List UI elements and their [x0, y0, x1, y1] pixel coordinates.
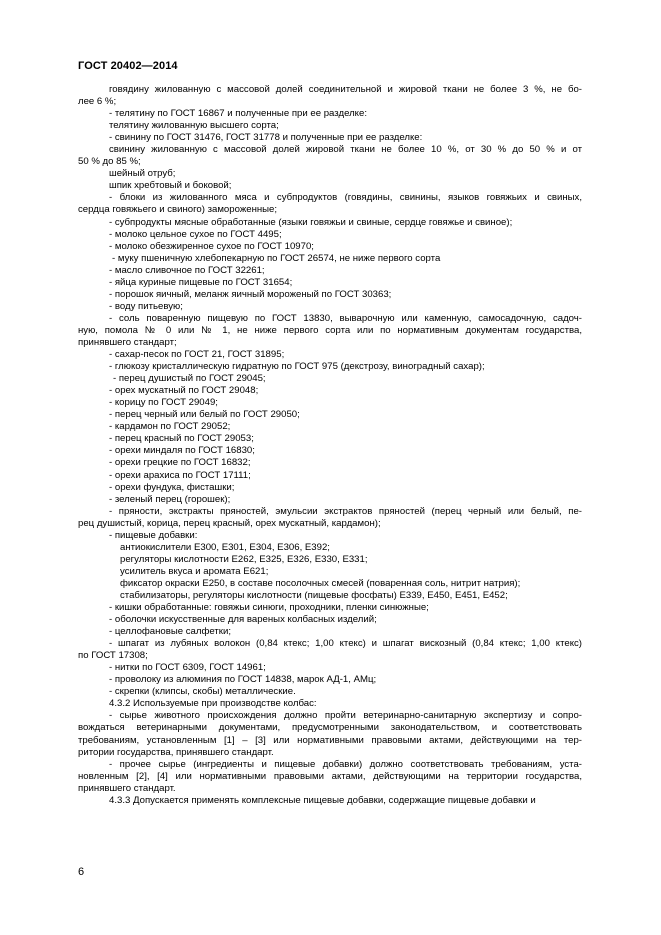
- text-line: - орех мускатный по ГОСТ 29048;: [109, 385, 259, 397]
- text-line: - блоки из жилованного мяса и субпродуктов (говядины, свинины, языков говяжьих и свиных,: [109, 192, 582, 204]
- document-body: [78, 84, 582, 807]
- text-line: - целлофановые салфетки;: [109, 626, 232, 638]
- text-line: вождаться ветеринарными документами, предусмотренными законодательством, и соответствовать: [78, 722, 582, 734]
- text-line: - проволоку из алюминия по ГОСТ 14838, марок АД-1, АМц;: [109, 674, 377, 686]
- text-line: телятину жилованную высшего сорта;: [109, 120, 279, 132]
- text-line: принявшего стандарт.: [78, 782, 176, 794]
- text-line: принявшего стандарт;: [78, 336, 177, 348]
- text-line: требованиям, установленным [1] – [3] или нормативными правовыми актами, действующими на тер-: [78, 734, 582, 746]
- text-line: стабилизаторы, регуляторы кислотности (пищевые фосфаты) Е339, Е450, Е451, Е452;: [120, 589, 508, 601]
- text-line: - скрепки (клипсы, скобы) металлические.: [109, 686, 296, 698]
- text-line: - орехи фундука, фисташки;: [109, 481, 235, 493]
- page-number: 6: [78, 866, 85, 878]
- text-line: - орехи грецкие по ГОСТ 16832;: [109, 457, 251, 469]
- text-line: - глюкозу кристаллическую гидратную по ГОСТ 975 (декстрозу, виноградный сахар);: [109, 361, 485, 373]
- text-line: 4.3.2 Используемые при производстве колбас:: [109, 698, 317, 710]
- text-line: - сахар-песок по ГОСТ 21, ГОСТ 31895;: [109, 349, 285, 361]
- text-line: - перец черный или белый по ГОСТ 29050;: [109, 409, 300, 421]
- text-line: - молоко обезжиренное сухое по ГОСТ 10970;: [109, 240, 314, 252]
- text-line: - кардамон по ГОСТ 29052;: [109, 421, 231, 433]
- text-line: - сырье животного происхождения должно пройти ветеринарно-санитарную экспертизу и сопро-: [109, 710, 582, 722]
- text-line: регуляторы кислотности Е262, Е325, Е326, Е330, Е331;: [120, 553, 368, 565]
- text-line: шпик хребтовый и боковой;: [109, 180, 232, 192]
- text-line: рец душистый, корица, перец красный, орех мускатный, кардамон);: [78, 517, 381, 529]
- text-line: - яйца куриные пищевые по ГОСТ 31654;: [109, 276, 293, 288]
- text-line: - орехи арахиса по ГОСТ 17111;: [109, 469, 251, 481]
- text-line: свинину жилованную с массовой долей жировой ткани не более 10 %, от 30 % до 50 % и от: [109, 144, 582, 156]
- text-line: - субпродукты мясные обработанные (языки говяжьи и свиные, сердце говяжье и свиное);: [109, 216, 513, 228]
- text-line: - телятину по ГОСТ 16867 и полученные при ее разделке:: [109, 108, 367, 120]
- text-line: - свинину по ГОСТ 31476, ГОСТ 31778 и полученные при ее разделке:: [109, 132, 423, 144]
- text-line: - кишки обработанные: говяжьи синюги, проходники, пленки синюжные;: [109, 602, 429, 614]
- text-line: лее 6 %;: [78, 96, 117, 108]
- text-line: - нитки по ГОСТ 6309, ГОСТ 14961;: [109, 662, 266, 674]
- text-line: - корицу по ГОСТ 29049;: [109, 397, 218, 409]
- text-line: 4.3.3 Допускается применять комплексные пищевые добавки, содержащие пищевые добавки и: [109, 794, 536, 806]
- text-line: ритории государства, принявшего стандарт.: [78, 746, 274, 758]
- text-line: - молоко цельное сухое по ГОСТ 4495;: [109, 228, 282, 240]
- text-line: шейный отруб;: [109, 168, 176, 180]
- text-line: - масло сливочное по ГОСТ 32261;: [109, 264, 265, 276]
- text-line: - шпагат из лубяных волокон (0,84 ктекс; 1,00 ктекс) и шпагат вискозный (0,84 ктекс; 1,00 ктекс): [109, 638, 582, 650]
- text-line: ную, помола № 0 или № 1, не ниже первого сорта или по нормативным документам государства,: [78, 324, 582, 336]
- text-line: сердца говяжьего и свиного) замороженные;: [78, 204, 278, 216]
- text-line: - прочее сырье (ингредиенты и пищевые добавки) должно соответствовать требованиям, уста-: [109, 758, 582, 770]
- text-line: 50 % до 85 %;: [78, 156, 141, 168]
- text-line: по ГОСТ 17308;: [78, 650, 148, 662]
- text-line: фиксатор окраски Е250, в составе посолочных смесей (поваренная соль, нитрит натрия);: [120, 577, 521, 589]
- text-line: - оболочки искусственные для вареных колбасных изделий;: [109, 614, 377, 626]
- text-line: - зеленый перец (горошек);: [109, 493, 231, 505]
- text-line: - орехи миндаля по ГОСТ 16830;: [109, 445, 255, 457]
- text-line: говядину жилованную с массовой долей соединительной и жировой ткани не более 3 %, не бо-: [109, 84, 582, 95]
- text-line: - муку пшеничную хлебопекарную по ГОСТ 26574, не ниже первого сорта: [112, 252, 441, 264]
- text-line: антиокислители Е300, Е301, Е304, Е306, Е392;: [120, 541, 330, 553]
- text-line: - перец красный по ГОСТ 29053;: [109, 433, 254, 445]
- text-line: - пищевые добавки:: [109, 529, 198, 541]
- page-header-title: ГОСТ 20402—2014: [78, 60, 178, 72]
- text-line: новленным [2], [4] или нормативными правовыми актами, действующими на территории государства,: [78, 770, 582, 782]
- text-line: - пряности, экстракты пряностей, эмульсии экстрактов пряностей (перец черный или белый, пе-: [109, 505, 582, 517]
- text-line: - порошок яичный, меланж яичный мороженый по ГОСТ 30363;: [109, 288, 392, 300]
- text-line: - соль поваренную пищевую по ГОСТ 13830, выварочную или каменную, самосадочную, садоч-: [109, 312, 582, 324]
- text-line: - перец душистый по ГОСТ 29045;: [113, 373, 266, 385]
- text-line: усилитель вкуса и аромата Е621;: [120, 565, 269, 577]
- text-line: - воду питьевую;: [109, 300, 183, 312]
